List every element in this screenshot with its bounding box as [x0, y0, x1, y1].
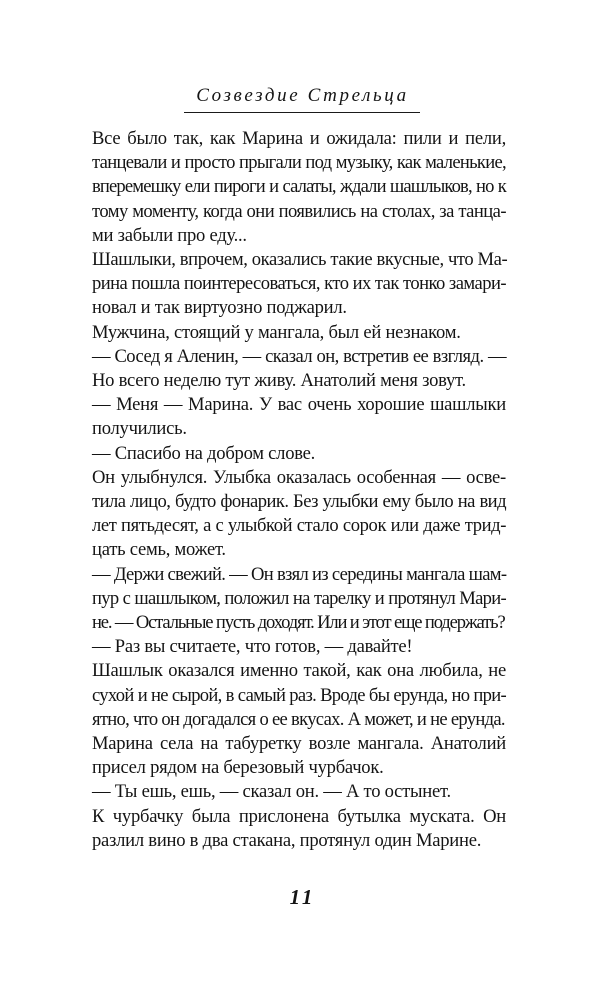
text-line: тила лицо, будто фонарик. Без улыбки ему было на вид: [92, 491, 506, 512]
text-line: присел рядом на березовый чурбачок.: [92, 757, 384, 779]
text-line: ми забыли про еду...: [92, 224, 247, 246]
running-header: [0, 84, 605, 108]
text-line: К чурбачку была прислонена бутылка муската. Он: [92, 805, 506, 827]
text-line: цать семь, может.: [92, 539, 226, 561]
running-title: Созвездие Стрельца: [196, 85, 409, 106]
text-line: танцевали и просто прыгали под музыку, как маленькие,: [92, 152, 506, 174]
text-line: ятно, что он догадался о ее вкусах. А может, и не ерунда.: [92, 708, 505, 730]
text-line: тому моменту, когда они появились на столах, за танца-: [92, 200, 506, 222]
text-line: Он улыбнулся. Улыбка оказалась особенная — осве-: [92, 466, 506, 488]
text-line: Но всего неделю тут живу. Анатолий меня зовут.: [92, 370, 466, 391]
text-line: рина пошла поинтересоваться, кто их так тонко замари-: [92, 273, 506, 295]
text-line: пур с шашлыком, положил на тарелку и протянул Мари-: [92, 587, 506, 609]
text-line: не. — Остальные пусть доходят. Или и этот еще подержать?: [92, 612, 505, 633]
header-rule: [184, 112, 420, 113]
text-line: лет пятьдесят, а с улыбкой стало сорок или даже трид-: [92, 515, 506, 537]
text-line: сухой и не сырой, в самый раз. Вроде бы ерунда, но при-: [92, 684, 506, 706]
text-line: — Ты ешь, ешь, — сказал он. — А то остынет.: [92, 781, 451, 803]
text-line: получились.: [92, 418, 187, 440]
text-line: новал и так виртуозно поджарил.: [92, 297, 347, 319]
text-line: Все было так, как Марина и ожидала: пили и пели,: [92, 128, 506, 149]
text-line: — Спасибо на добром слове.: [92, 442, 316, 464]
text-line: Шашлыки, впрочем, оказались такие вкусные, что Ма-: [92, 249, 508, 270]
text-line: вперемешку ели пироги и салаты, ждали шашлыков, но к: [92, 176, 506, 198]
text-line: разлил вино в два стакана, протянул один Марине.: [92, 829, 482, 851]
text-line: — Раз вы считаете, что готов, — давайте!: [92, 636, 413, 658]
text-line: Шашлык оказался именно такой, как она любила, не: [92, 660, 506, 682]
text-line: — Меня — Марина. У вас очень хорошие шашлыки: [92, 394, 506, 416]
page-number: 11: [289, 885, 316, 909]
text-line: Мужчина, стоящий у мангала, был ей незнаком.: [92, 321, 461, 343]
text-line: — Сосед я Аленин, — сказал он, встретив ее взгляд. —: [92, 345, 506, 367]
text-line: Марина села на табуретку возле мангала. Анатолий: [92, 733, 506, 754]
text-line: — Держи свежий. — Он взял из середины мангала шам-: [92, 563, 507, 585]
